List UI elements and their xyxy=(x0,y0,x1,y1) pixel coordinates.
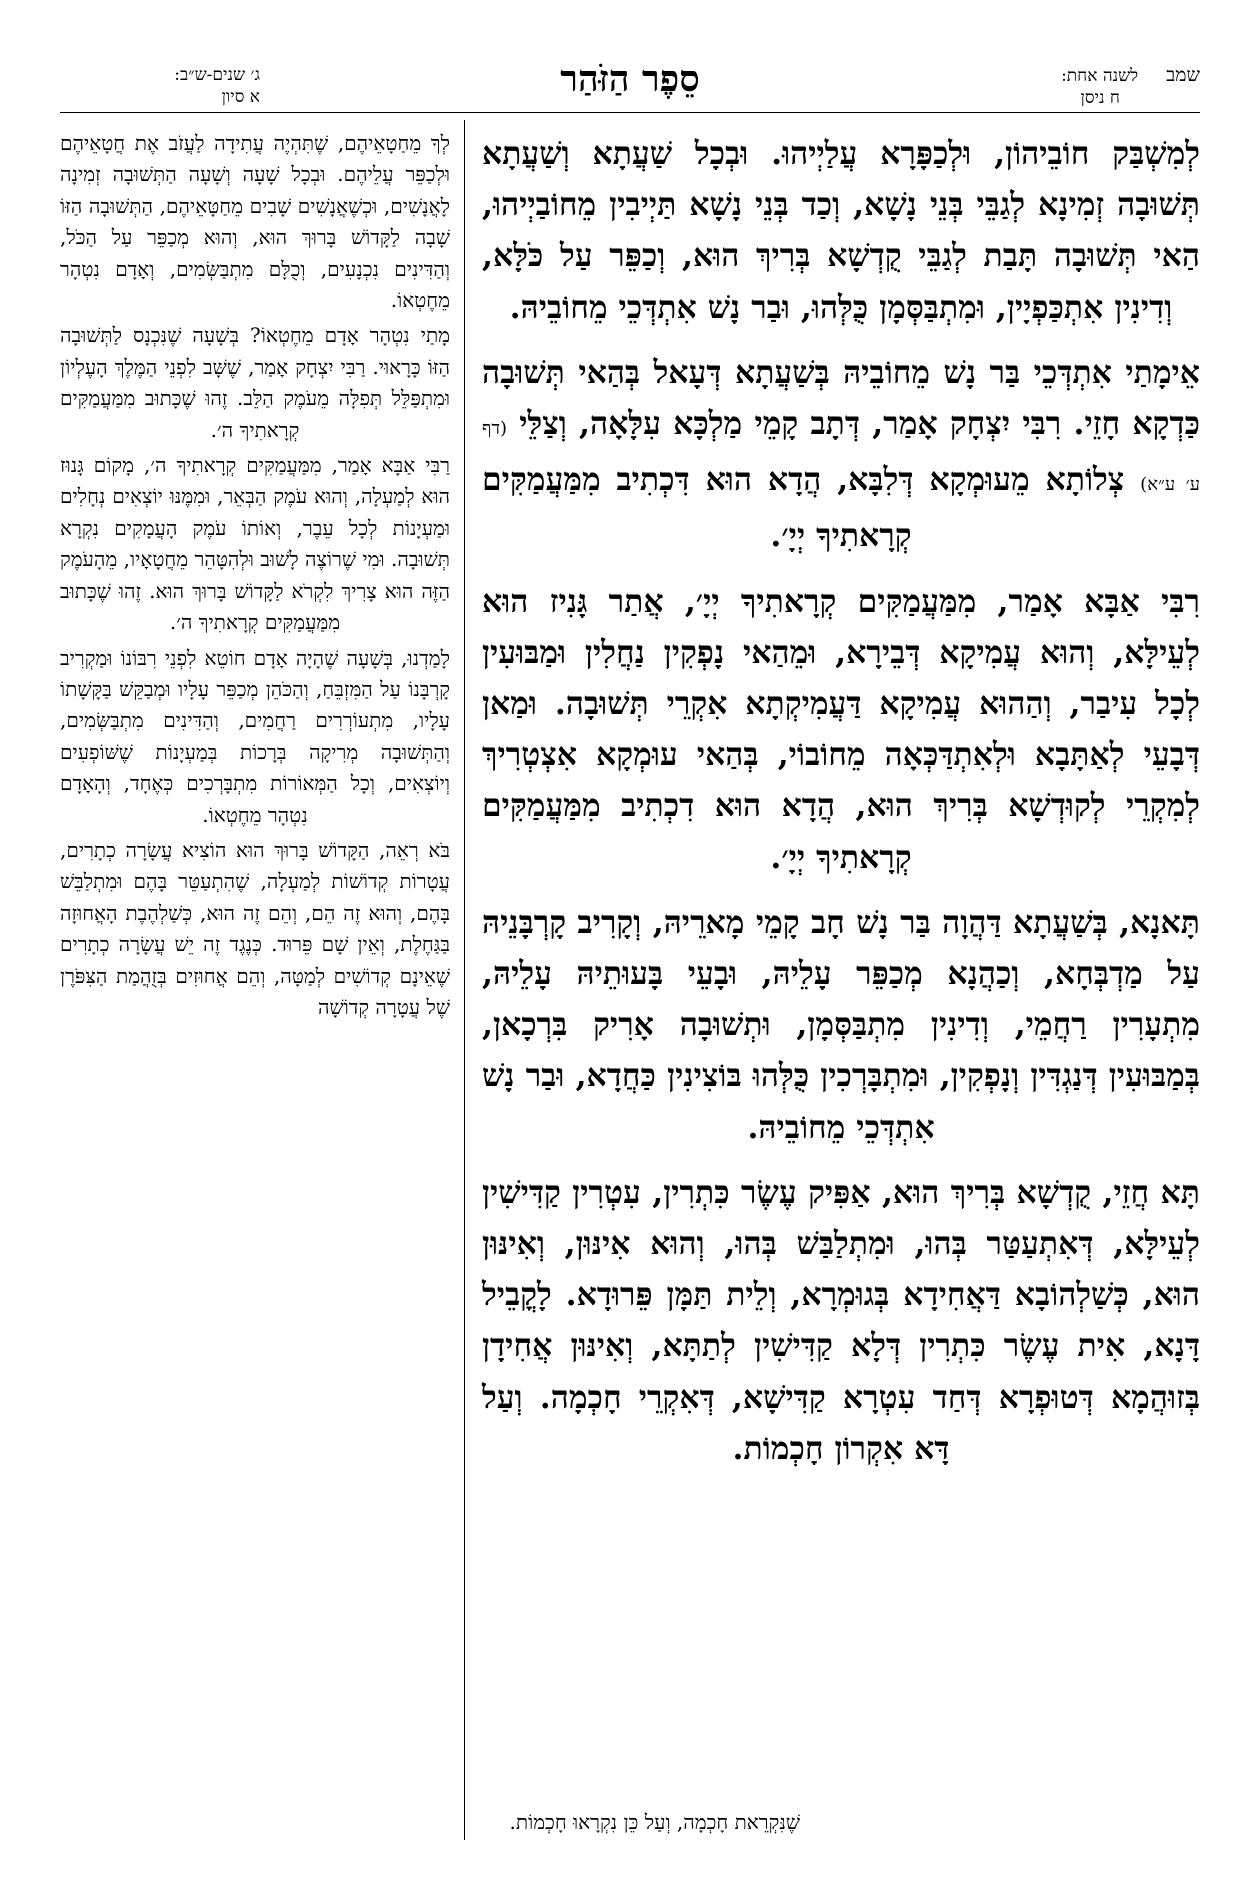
hebrew-continuation-line: שֶׁנִּקְרֵאת חָכְמָה, וְעַל כֵּן נִקְרָאוּ חָכְמוֹת. xyxy=(509,1810,800,1834)
schedule-date: ח ניסן xyxy=(1080,88,1120,108)
page-header xyxy=(60,50,1200,116)
page-number: שמב xyxy=(1166,64,1200,86)
hebrew-paragraph: רַבִּי אַבָּא אָמַר, מִמַּעֲמַקִּים קְרָאתִיךָ ה׳, מָקוֹם גָּנוּז הוּא לְמַעְלָה, וְהוּא עֹמֶק הַבְּאֵר, וּמִמֶּנּוּ יוֹצְאִים נְחָלִים וּמַעְיָנוֹת לְכָל עֵבֶר, וְאוֹתוֹ עֹמֶק הָעֲמָקִים נִקְרָא תְּשׁוּבָה. וּמִי שֶׁרוֹצֶה לָשׁוּב וּלְהִטָּהֵר מֵחֲטָאָיו, מֵהָעֹמֶק הַזֶּה הוּא צָרִיךְ לִקְרֹא לַקָּדוֹשׁ בָּרוּךְ הוּא. זֶהוּ שֶׁכָּתוּב מִמַּעֲמַקִּים קְרָאתִיךָ ה׳. xyxy=(60,453,450,635)
header-rule xyxy=(60,112,1200,113)
book-title: סֵפֶר הַזֹּהַר xyxy=(560,58,700,100)
aramaic-paragraph: תָּאנָא, בְּשַׁעֲתָא דַּהֲוָה בַּר נָשׁ חָב קָמֵי מָארֵיהּ, וְקָרִיב קָרְבָּנֵיהּ עַל מַדְבְּחָא, וְכַהֲנָא מְכַפֵּר עָלֵיהּ, וּבָעֵי בָּעוּתֵיהּ עָלֵיהּ, מִתְעָרִין רַחֲמֵי, וְדִינִין מִתְבַּסְּמָן, וּתְשׁוּבָה אָרִיק בִּרְכָאן, בְּמַבּוּעִין דְּנַגְדִּין וְנָפְקִין, וּמִתְבָּרְכִין כֻּלְּהוּ בּוֹצִינִין כַּחֲדָא, וּבַר נָשׁ אִתְדְּכֵי מֵחוֹבֵיהּ. xyxy=(482,903,1200,1146)
schedule-label: לשנה אחת: xyxy=(1061,66,1139,86)
aramaic-paragraph: תָּא חֲזֵי, קֻדְשָׁא בְּרִיךְ הוּא, אַפִּיק עֶשֶׂר כִּתְרִין, עִטְרִין קַדִּישִׁין לְעֵילָּא, דְּאִתְעַטַּר בְּהוּ, וּמִתְלַבַּשׁ בְּהוּ, וְהוּא אִינּוּן, וְאִינּוּן הוּא, כְּשַׁלְהוֹבָא דַּאֲחִידָא בְּגוּמְרָא, וְלֵית תַּמָּן פֵּרוּדָא. לָקֳבֵיל דָּנָא, אִית עֶשֶׂר כִּתְרִין דְּלָא קַדִּישִׁין לְתַתָּא, וְאִינּוּן אֲחִידָן בְּזוּהֲמָא דְּטוּפְרָא דְּחַד עִטְרָא קַדִּישָׁא, דְּאִקְרֵי חָכְמָה. וְעַל דָּא אִקְרוֹן חָכְמוֹת. xyxy=(482,1173,1200,1467)
header-left xyxy=(60,64,260,108)
aramaic-paragraph: אֵימָתַי אִתְדְּכֵי בַּר נָשׁ מֵחוֹבֵיהּ בְּשַׁעֲתָא דְּעָאל בְּהַאי תְּשׁוּבָה כַּדְקָא חָזֵי. רִבִּי יִצְחָק אָמַר, דְּתָב קָמֵי מַלְכָּא עִלָּאָה, וְצַלֵּי (דף ע׳ ע״א) צְלוֹתָא מֵעוּמְקָא דְּלִבָּא, הֲדָא הוּא דִּכְתִיב מִמַּעֲמַקִּים קְרָאתִיךָ יְיָ׳. xyxy=(482,353,1200,555)
zohar-page xyxy=(60,50,1200,1850)
folio-reference: (דף ע׳ ע״א) xyxy=(482,418,1200,496)
hebrew-paragraph: לָמַדְנוּ, בְּשָׁעָה שֶׁהָיָה אָדָם חוֹטֵא לִפְנֵי רִבּוֹנוֹ וּמַקְרִיב קָרְבָּנוֹ עַל הַמִּזְבֵּחַ, וְהַכֹּהֵן מְכַפֵּר עָלָיו וּמְבַקֵּשׁ בַּקָּשָׁתוֹ עָלָיו, מִתְעוֹרְרִים רַחֲמִים, וְהַדִּינִים מִתְבַּשְּׂמִים, וְהַתְּשׁוּבָה מְרִיקָה בְּרָכוֹת בְּמַעְיָנוֹת שֶׁשּׁוֹפְעִים וְיוֹצְאִים, וְכָל הַמְּאוֹרוֹת מִתְבָּרְכִים כְּאֶחָד, וְהָאָדָם נִטְהָר מֵחֶטְאוֹ. xyxy=(60,645,450,827)
schedule-label-left: ג׳ שנים-ש״ב: xyxy=(174,65,260,85)
schedule-date-left: א סיון xyxy=(221,87,260,107)
hebrew-column xyxy=(60,128,450,1027)
aramaic-column xyxy=(482,128,1200,1488)
hebrew-paragraph: בֹּא רְאֵה, הַקָּדוֹשׁ בָּרוּךְ הוּא הוֹצִיא עֲשָׂרָה כְתָרִים, עֲטָרוֹת קְדוֹשׁוֹת לְמַעְלָה, שֶׁהִתְעַטֵּר בָּהֶם וּמִתְלַבֵּשׁ בָּהֶם, וְהוּא זֶה הֵם, וְהֵם זֶה הוּא, כְּשַׁלְהֶבֶת הָאֲחוּזָה בַּגַּחֶלֶת, וְאֵין שָׁם פֵּרוּד. כְּנֶגֶד זֶה יֵשׁ עֲשָׂרָה כְתָרִים שֶׁאֵינָם קְדוֹשִׁים לְמַטָּה, וְהֵם אֲחוּזִים בְּזֻהֲמַת הַצִּפֹּרֶן שֶׁל עֲטָרָה קְדוֹשָׁה xyxy=(60,837,450,1019)
aramaic-paragraph: רִבִּי אַבָּא אָמַר, מִמַּעֲמַקִּים קְרָאתִיךָ יְיָ׳, אֲתַר גָּנִיז הוּא לְעֵילָּא, וְהוּא עֲמִיקָא דְּבֵירָא, וּמֵהַאי נָפְקִין נַחֲלִין וּמַבּוּעִין לְכָל עִיבַר, וְהַהוּא עֲמִיקָא דַּעֲמִיקְתָא אִקְרֵי תְּשׁוּבָה. וּמַאן דְּבָעֵי לְאַתָּבָא וּלְאִתְדַּכְּאָה מֵחוֹבוֹי, בְּהַאי עוּמְקָא אִצְטְרִיךְ לְמִקְרֵי לְקוּדְשָׁא בְּרִיךְ הוּא, הֲדָא הוּא דִכְתִיב מִמַּעֲמַקִּים קְרָאתִיךָ יְיָ׳. xyxy=(482,582,1200,876)
aramaic-paragraph: לְמִשְׁבַּק חוֹבֵיהוֹן, וּלְכַפָּרָא עֲלַיְיהוּ. וּבְכָל שַׁעֲתָא וְשַׁעֲתָא תְּשׁוּבָה זְמִינָא לְגַבֵּי בְּנֵי נָשָׁא, וְכַד בְּנֵי נָשָׁא תַּיְיבִין מֵחוֹבַיְיהוּ, הַאי תְּשׁוּבָה תָּבַת לְגַבֵּי קֻדְשָׁא בְּרִיךְ הוּא, וְכַפֵּר עַל כֹּלָּא, וְדִינִין אִתְכַּפְיָין, וּמִתְבַּסְּמָן כֻּלְּהוּ, וּבַר נָשׁ אִתְדְּכֵי מֵחוֹבֵיהּ. xyxy=(482,135,1200,326)
column-divider xyxy=(464,120,465,1840)
hebrew-paragraph: מָתַי נִטְהָר אָדָם מֵחֶטְאוֹ? בְּשָׁעָה שֶׁנִּכְנָס לַתְּשׁוּבָה הַזּוֹ כָּרָאוּי. רַבִּי יִצְחָק אָמַר, שֶׁשָּׁב לִפְנֵי הַמֶּלֶךְ הָעֶלְיוֹן וּמִתְפַּלֵּל תְּפִלָּה מֵעֹמֶק הַלֵּב. זֶהוּ שֶׁכָּתוּב מִמַּעֲמַקִּים קְרָאתִיךָ ה׳. xyxy=(60,323,450,442)
hebrew-paragraph: לְךָ מֵחַטָאֵיהֶם, שֶׁתִּהְיֶה עֲתִידָה לַעֲזֹב אֶת חֲטָאֵיהֶם וּלְכַפֵּר עֲלֵיהֶם. וּבְכָל שָׁעָה וְשָׁעָה הַתְּשׁוּבָה זְמִינָה לָאֲנָשִׁים, וּכְשֶׁאֲנָשִׁים שָׁבִים מֵחַטָּאֵיהֶם, הַתְּשׁוּבָה הַזּוֹ שָׁבָה לַקָּדוֹשׁ בָּרוּךְ הוּא, וְהוּא מְכַפֵּר עַל הַכֹּל, וְהַדִּינִים נִכְנָעִים, וְכֻלָּם מִתְבַּשְּׂמִים, וְאָדָם נִטְהָר מֵחֶטְאוֹ. xyxy=(60,131,450,313)
